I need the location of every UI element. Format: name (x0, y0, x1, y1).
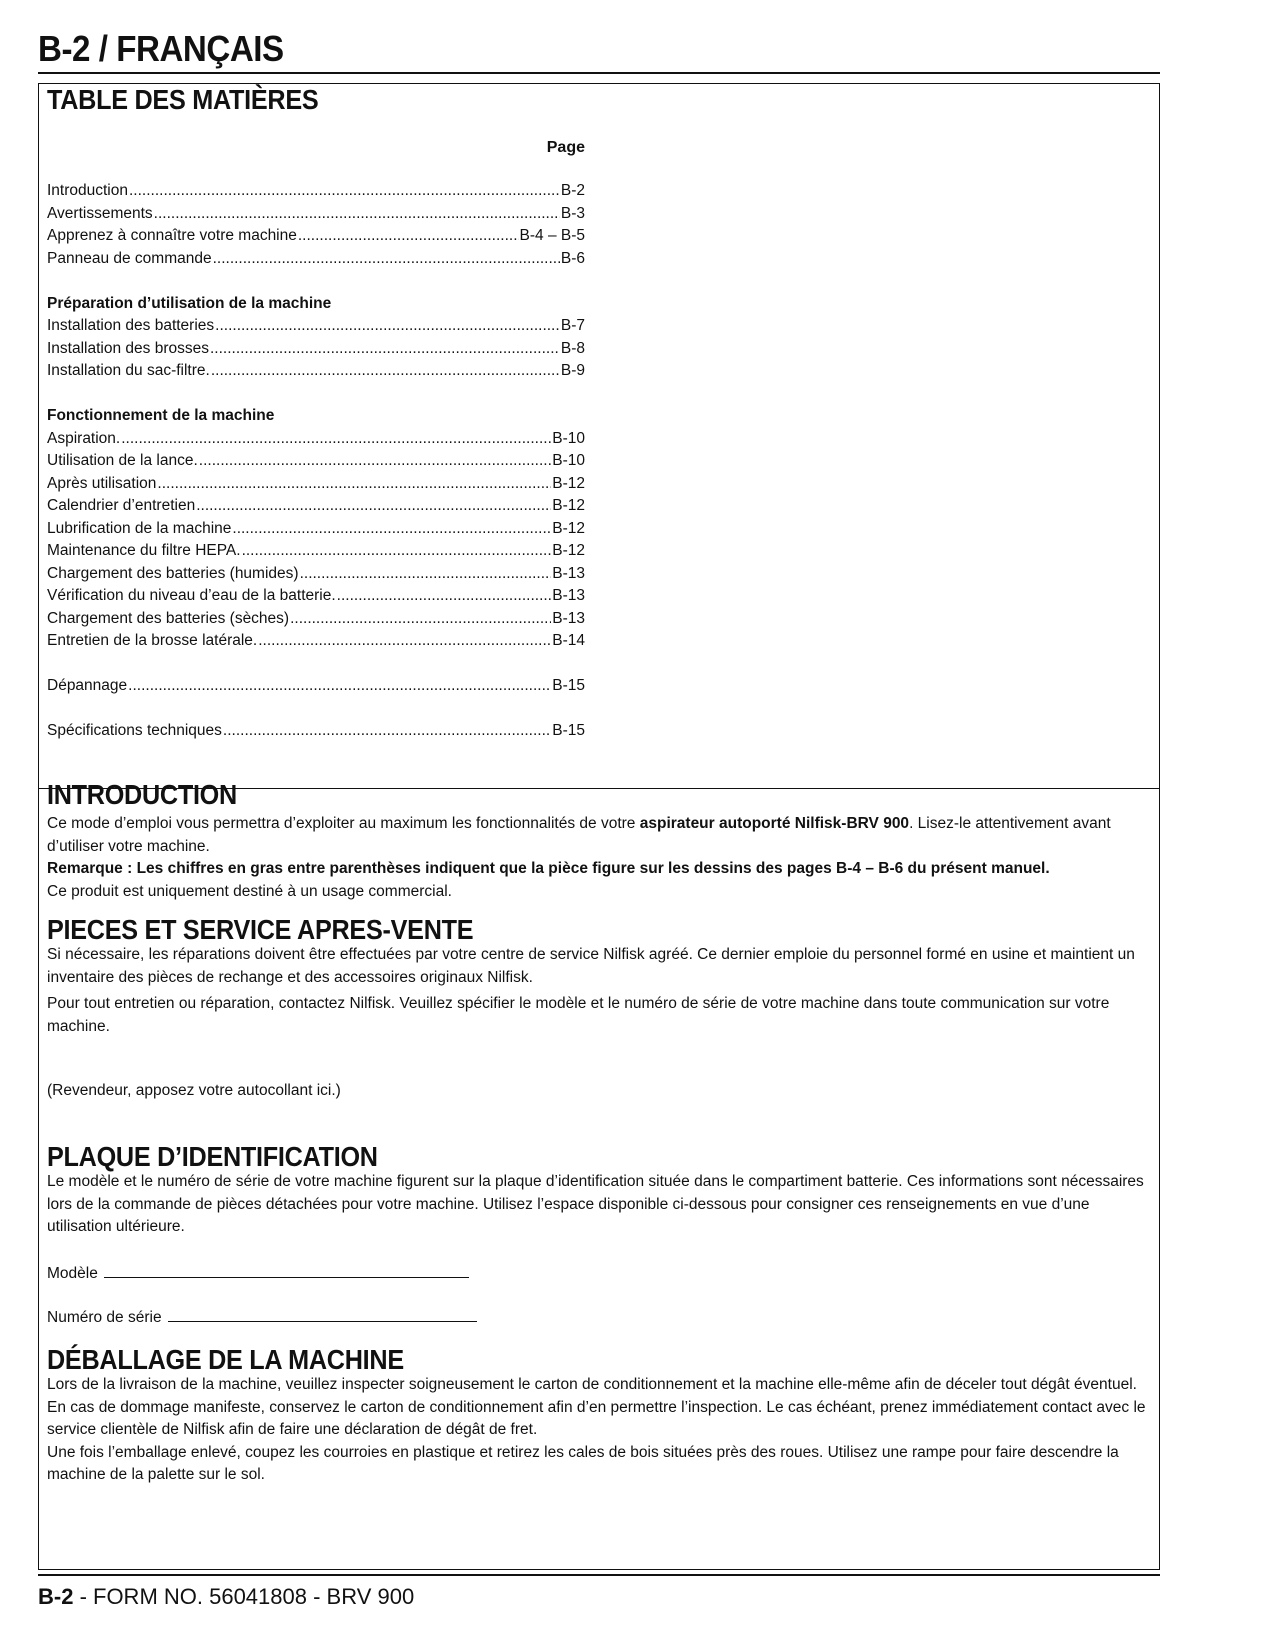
model-field[interactable] (104, 1261, 469, 1278)
parts-service-contact: Pour tout entretien ou réparation, contactez Nilfisk. Veuillez spécifier le modèle et le numéro de série de votre machine dans toute communication sur votre machine. (47, 995, 1110, 1035)
toc-entry[interactable]: Entretien de la brosse latérale. ..... B-14 (47, 632, 585, 655)
parts-service-title: PIECES ET SERVICE APRES-VENTE (47, 914, 474, 945)
toc-entry[interactable]: Panneau de commande ..... B-6 (47, 250, 585, 273)
introduction-commercial-note: Ce produit est uniquement destiné à un usage commercial. (47, 882, 452, 900)
toc-entry[interactable]: Spécifications techniques ..... B-15 (47, 722, 585, 745)
unpacking-paragraph: Lors de la livraison de la machine, veuillez inspecter soigneusement le carton de conditionnement et la machine elle-même afin de déceler tout dégât éventuel. En cas de dommage manifeste, conservez le carton de conditionnement afin d’en permettre l’inspection. Le cas échéant, prenez immédiatement contact avec le service clientèle de Nilfisk afin de faire une déclaration de dégât de fret. (47, 1376, 1146, 1438)
unpacking-instructions: Une fois l’emballage enlevé, coupez les courroies en plastique et retirez les cales de bois situées près des roues. Utilisez une rampe pour faire descendre la machine de la palette sur le sol. (47, 1443, 1119, 1483)
toc-entry[interactable]: Lubrification de la machine ..... B-12 (47, 520, 585, 543)
nameplate-section (47, 1141, 1147, 1330)
toc-entry[interactable]: Calendrier d’entretien ..... B-12 (47, 497, 585, 520)
footer-page-number: B-2 (38, 1584, 74, 1609)
toc-entry[interactable]: Apprenez à connaître votre machine ..... B-4 – B-5 (47, 227, 585, 250)
toc-entry[interactable]: Utilisation de la lance. ..... B-10 (47, 452, 585, 475)
model-field-row (47, 1261, 1147, 1286)
toc-entry[interactable]: Aspiration. ..... B-10 (47, 430, 585, 453)
toc-entry[interactable]: Chargement des batteries (humides) ..... B-13 (47, 565, 585, 588)
introduction-paragraph: Ce mode d’emploi vous permettra d’exploiter au maximum les fonctionnalités de votre aspirateur autoporté Nilfisk-BRV 900. Lisez-le attentivement avant d’utiliser votre machine. (47, 815, 1111, 855)
introduction-section (47, 779, 1147, 903)
unpacking-title: DÉBALLAGE DE LA MACHINE (47, 1344, 404, 1375)
toc-entry[interactable]: Après utilisation ..... B-12 (47, 475, 585, 498)
toc-entry[interactable]: Maintenance du filtre HEPA. ..... B-12 (47, 542, 585, 565)
unpacking-section (47, 1344, 1147, 1487)
toc-list (47, 182, 585, 745)
toc-title: TABLE DES MATIÈRES (47, 84, 319, 115)
content-box (38, 83, 1160, 1570)
toc-entry[interactable]: Installation des batteries ..... B-7 (47, 317, 585, 340)
parts-service-section (47, 914, 1147, 1103)
serial-label: Numéro de série (47, 1309, 162, 1326)
nameplate-title: PLAQUE D’IDENTIFICATION (47, 1141, 378, 1172)
toc-page-column-label: Page (546, 139, 585, 156)
serial-number-field[interactable] (168, 1305, 477, 1322)
toc-entry[interactable]: Installation des brosses ..... B-8 (47, 340, 585, 363)
dealer-sticker-note: (Revendeur, apposez votre autocollant ici.) (47, 1082, 341, 1099)
introduction-note: Remarque : Les chiffres en gras entre parenthèses indiquent que la pièce figure sur les dessins des pages B-4 – B-6 du présent manuel. (47, 860, 1050, 877)
toc-entry[interactable]: Introduction ..... B-2 (47, 182, 585, 205)
serial-field-row (47, 1305, 1147, 1330)
nameplate-paragraph: Le modèle et le numéro de série de votre machine figurent sur la plaque d’identification située dans le compartiment batterie. Ces informations sont nécessaires lors de la commande de pièces détachées pour votre machine. Utilisez l’espace disponible ci-dessous pour consigner ces renseignements en vue d’une utilisation ultérieure. (47, 1173, 1144, 1235)
toc-group-heading: Préparation d’utilisation de la machine (47, 294, 332, 312)
toc-entry[interactable]: Installation du sac-filtre. ..... B-9 (47, 362, 585, 385)
model-label: Modèle (47, 1264, 98, 1282)
toc-entry[interactable]: Vérification du niveau d’eau de la batterie. ..... B-13 (47, 587, 585, 610)
toc-group-heading: Fonctionnement de la machine (47, 407, 275, 424)
introduction-title: INTRODUCTION (47, 779, 237, 810)
page-header (38, 28, 1160, 74)
page-footer (38, 1574, 1160, 1610)
parts-service-paragraph: Si nécessaire, les réparations doivent être effectuées par votre centre de service Nilfisk agréé. Ce dernier emploie du personnel formé en usine et maintient un inventaire des pièces de rechange et des accessoires originaux Nilfisk. (47, 946, 1135, 986)
toc-entry[interactable]: Dépannage ..... B-15 (47, 677, 585, 700)
toc-entry[interactable]: Avertissements ..... B-3 (47, 205, 585, 228)
table-of-contents (39, 84, 1159, 789)
toc-entry[interactable]: Chargement des batteries (sèches) ..... B-13 (47, 610, 585, 633)
footer-form-number: - FORM NO. 56041808 - BRV 900 (73, 1584, 415, 1609)
page-title: B-2 / FRANÇAIS (38, 28, 284, 69)
